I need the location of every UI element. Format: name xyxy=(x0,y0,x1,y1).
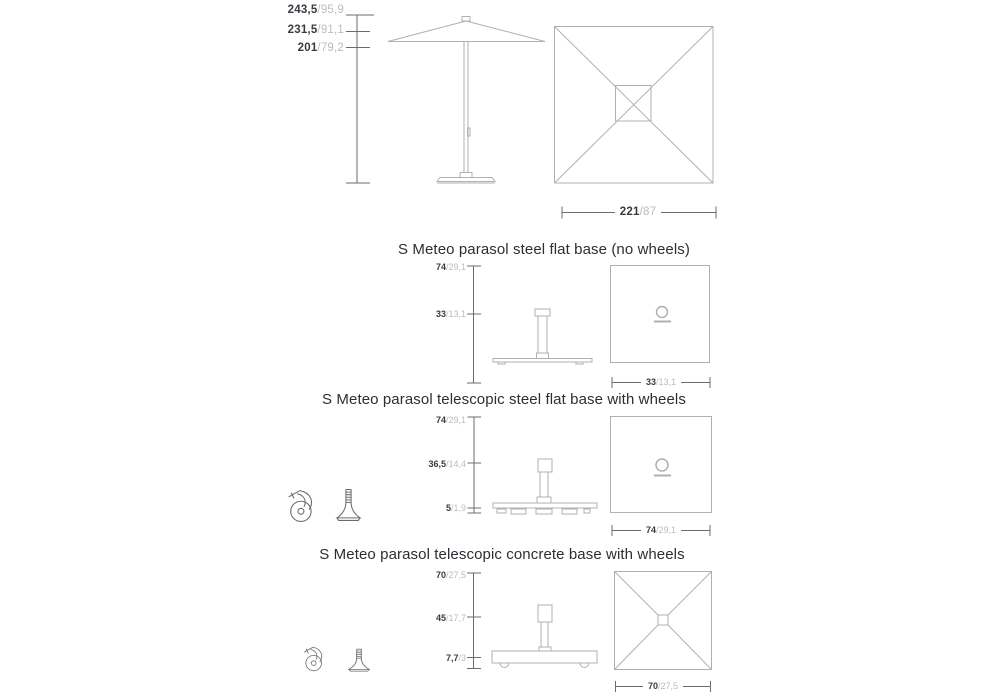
parasol-height-dim-line xyxy=(344,10,378,188)
section2-base-side-view xyxy=(490,455,605,515)
s2-dim2-imperial: /14,4 xyxy=(445,459,466,469)
parasol-height-label-3 xyxy=(244,41,344,55)
height-1-metric: 243,5 xyxy=(287,4,318,16)
section1-title: S Meteo parasol steel flat base (no wheels) xyxy=(398,241,690,258)
canopy-width-metric: 221 xyxy=(619,206,640,218)
s1-dim2-imperial: /13,1 xyxy=(445,309,466,319)
section1-base-side-view xyxy=(488,305,600,365)
section3-base-side-view xyxy=(490,600,605,672)
height-3-metric: 201 xyxy=(297,41,318,54)
section1-width-label xyxy=(610,376,712,388)
section3-dim-label-2 xyxy=(366,612,466,624)
parasol-height-label-2 xyxy=(244,23,344,37)
s2-dim3-metric: 5 xyxy=(445,502,451,513)
section2-title: S Meteo parasol telescopic steel flat base with wheels xyxy=(322,391,686,408)
pole-socket-symbol xyxy=(654,307,671,322)
s1-dim2-metric: 33 xyxy=(435,309,446,319)
s3-dim2-imperial: /17,7 xyxy=(445,613,466,623)
section2-base-top-view xyxy=(610,416,712,513)
foot-pedal-icon xyxy=(336,488,361,523)
caster-wheel-icon xyxy=(287,489,317,523)
section2-dim-label-2 xyxy=(366,458,466,470)
s3-dim2-metric: 45 xyxy=(435,613,446,623)
section1-dim-label-1 xyxy=(366,261,466,273)
parasol-side-view xyxy=(385,14,550,186)
section1-height-dim-line xyxy=(466,262,482,386)
s2-width-metric: 74 xyxy=(645,525,656,535)
pole-socket-symbol xyxy=(654,459,671,476)
s1-dim1-metric: 74 xyxy=(435,262,446,272)
canopy-width-imperial: /87 xyxy=(639,206,657,218)
s3-dim1-metric: 70 xyxy=(435,570,446,580)
section1-base-top-view xyxy=(610,265,710,363)
section3-dim-label-1 xyxy=(366,569,466,581)
s3-width-metric: 70 xyxy=(647,681,658,691)
s1-width-metric: 33 xyxy=(645,377,656,387)
section3-base-top-view xyxy=(614,571,712,670)
s2-dim2-metric: 36,5 xyxy=(428,459,446,469)
s1-width-imperial: /13,1 xyxy=(655,377,677,387)
height-2-metric: 231,5 xyxy=(287,23,318,36)
section2-dim-label-3 xyxy=(366,502,466,514)
section2-dim-label-1 xyxy=(366,414,466,426)
parasol-top-view xyxy=(554,26,714,184)
height-2-imperial: /91,1 xyxy=(317,23,344,36)
height-3-imperial: /79,2 xyxy=(317,41,344,54)
section2-width-label xyxy=(610,524,712,536)
section1-dim-label-2 xyxy=(366,308,466,320)
s3-dim3-metric: 7,7 xyxy=(445,653,459,663)
s3-dim1-imperial: /27,5 xyxy=(445,570,466,580)
section3-width-label xyxy=(614,680,712,692)
s1-dim1-imperial: /29,1 xyxy=(445,262,466,272)
section3-dim-label-3 xyxy=(366,652,466,664)
height-1-imperial: /95,9 xyxy=(317,4,344,16)
s2-width-imperial: /29,1 xyxy=(655,525,677,535)
s3-dim3-imperial: /3 xyxy=(458,653,466,663)
s3-width-imperial: /27,5 xyxy=(657,681,679,691)
section2-height-dim-line xyxy=(466,413,482,515)
parasol-height-label-1 xyxy=(244,3,344,17)
canopy-width-label xyxy=(558,205,718,219)
section3-title: S Meteo parasol telescopic concrete base with wheels xyxy=(319,546,685,563)
section3-height-dim-line xyxy=(466,569,482,671)
s2-dim3-imperial: /1,9 xyxy=(450,502,466,513)
caster-wheel-icon xyxy=(303,646,326,672)
s2-dim1-imperial: /29,1 xyxy=(445,415,466,425)
s2-dim1-metric: 74 xyxy=(435,415,446,425)
